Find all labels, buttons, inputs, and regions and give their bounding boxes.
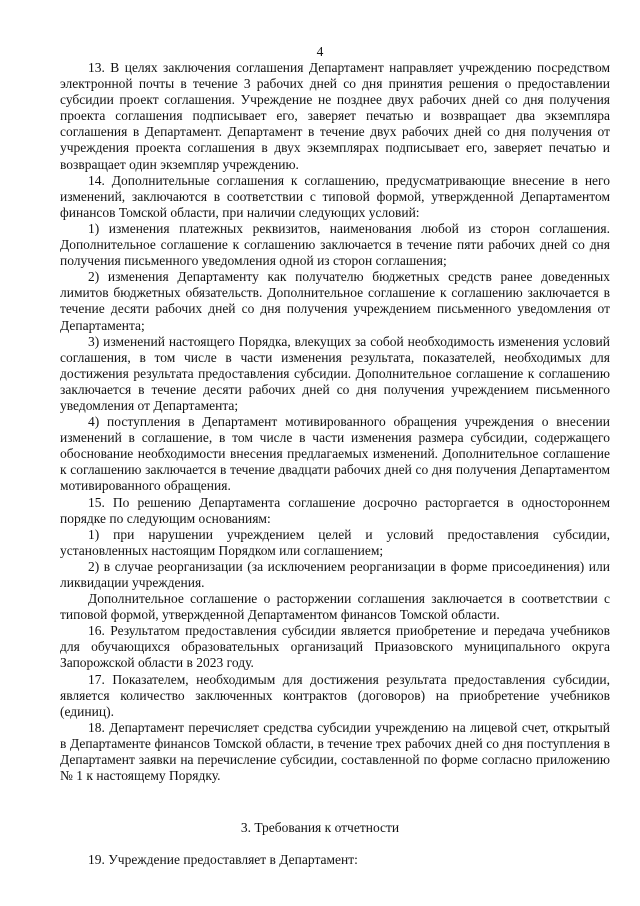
paragraph-14-item-4: 4) поступления в Департамент мотивированного обращения учреждения о внесении изменений в соглашение, в том числе в части изменения размера субсидии, содержащего обоснование необходимости внесения предлагаемых изменений. Дополнительное соглашение к соглашению заключается в течение двадцати рабочих дней со дня получения Департаментом мотивированного обращения. (60, 414, 610, 494)
paragraph-16: 16. Результатом предоставления субсидии является приобретение и передача учебников для обучающихся образовательных организаций Приазовского муниципального округа Запорожской области в 2023 году. (60, 623, 610, 671)
paragraph-14-item-3: 3) изменений настоящего Порядка, влекущих за собой необходимость изменения условий соглашения, в том числе в части изменения результата, показателей, необходимых для достижения результата предоставления субсидии. Дополнительное соглашение к соглашению заключается в течение десяти рабочих дней со дня получения учреждением письменного уведомления от Департамента; (60, 333, 610, 413)
paragraph-19: 19. Учреждение предоставляет в Департамент: (88, 852, 358, 867)
paragraph-13: 13. В целях заключения соглашения Департамент направляет учреждению посредством электронной почты в течение 3 рабочих дней со дня принятия решения о предоставлении субсидии проект соглашения. Учреждение не позднее двух рабочих дней со дня получения проекта соглашения подписывает его, заверяет печатью и возвращает два экземпляра соглашения в Департамент. Департамент в течение двух рабочих дней со дня получения от учреждения проекта соглашения в двух экземплярах подписывает его, заверяет печатью и возвращает один экземпляр учреждению. (60, 60, 610, 172)
paragraph-15-item-2: 2) в случае реорганизации (за исключением реорганизации в форме присоединения) или ликвидации учреждения. (60, 558, 610, 590)
paragraph-17: 17. Показателем, необходимым для достижения результата предоставления субсидии, является количество заключенных контрактов (договоров) на приобретение учебников (единиц). (60, 671, 610, 719)
document-body (60, 60, 610, 784)
paragraph-15-note: Дополнительное соглашение о расторжении соглашения заключается в соответствии с типовой формой, утвержденной Департаментом финансов Томской области. (60, 591, 610, 623)
paragraph-14-item-1: 1) изменения платежных реквизитов, наименования любой из сторон соглашения. Дополнительное соглашение к соглашению заключается в течение пяти рабочих дней со дня получения письменного уведомления одной из сторон соглашения; (60, 220, 610, 269)
paragraph-14-item-2: 2) изменения Департаменту как получателю бюджетных средств ранее доведенных лимитов бюджетных обязательств. Дополнительное соглашение к соглашению заключается в течение десяти рабочих дней со дня получения учреждением письменного уведомления от Департамента; (60, 269, 610, 333)
paragraph-15: 15. По решению Департамента соглашение досрочно расторгается в одностороннем порядке по следующим основаниям: (60, 494, 610, 526)
paragraph-18: 18. Департамент перечисляет средства субсидии учреждению на лицевой счет, открытый в Департаменте финансов Томской области, в течение трех рабочих дней со дня поступления в Департамент заявки на перечисление субсидии, составленной по форме согласно приложению № 1 к настоящему Порядку. (60, 719, 610, 784)
page-number: 4 (316, 44, 324, 59)
paragraph-14: 14. Дополнительные соглашения к соглашению, предусматривающие внесение в него изменений, заключаются в соответствии с типовой формой, утвержденной Департаментом финансов Томской области, при наличии следующих условий: (60, 172, 610, 220)
paragraph-15-item-1: 1) при нарушении учреждением целей и условий предоставления субсидии, установленных настоящим Порядком или соглашением; (60, 526, 610, 558)
section-heading: 3. Требования к отчетности (240, 820, 400, 835)
